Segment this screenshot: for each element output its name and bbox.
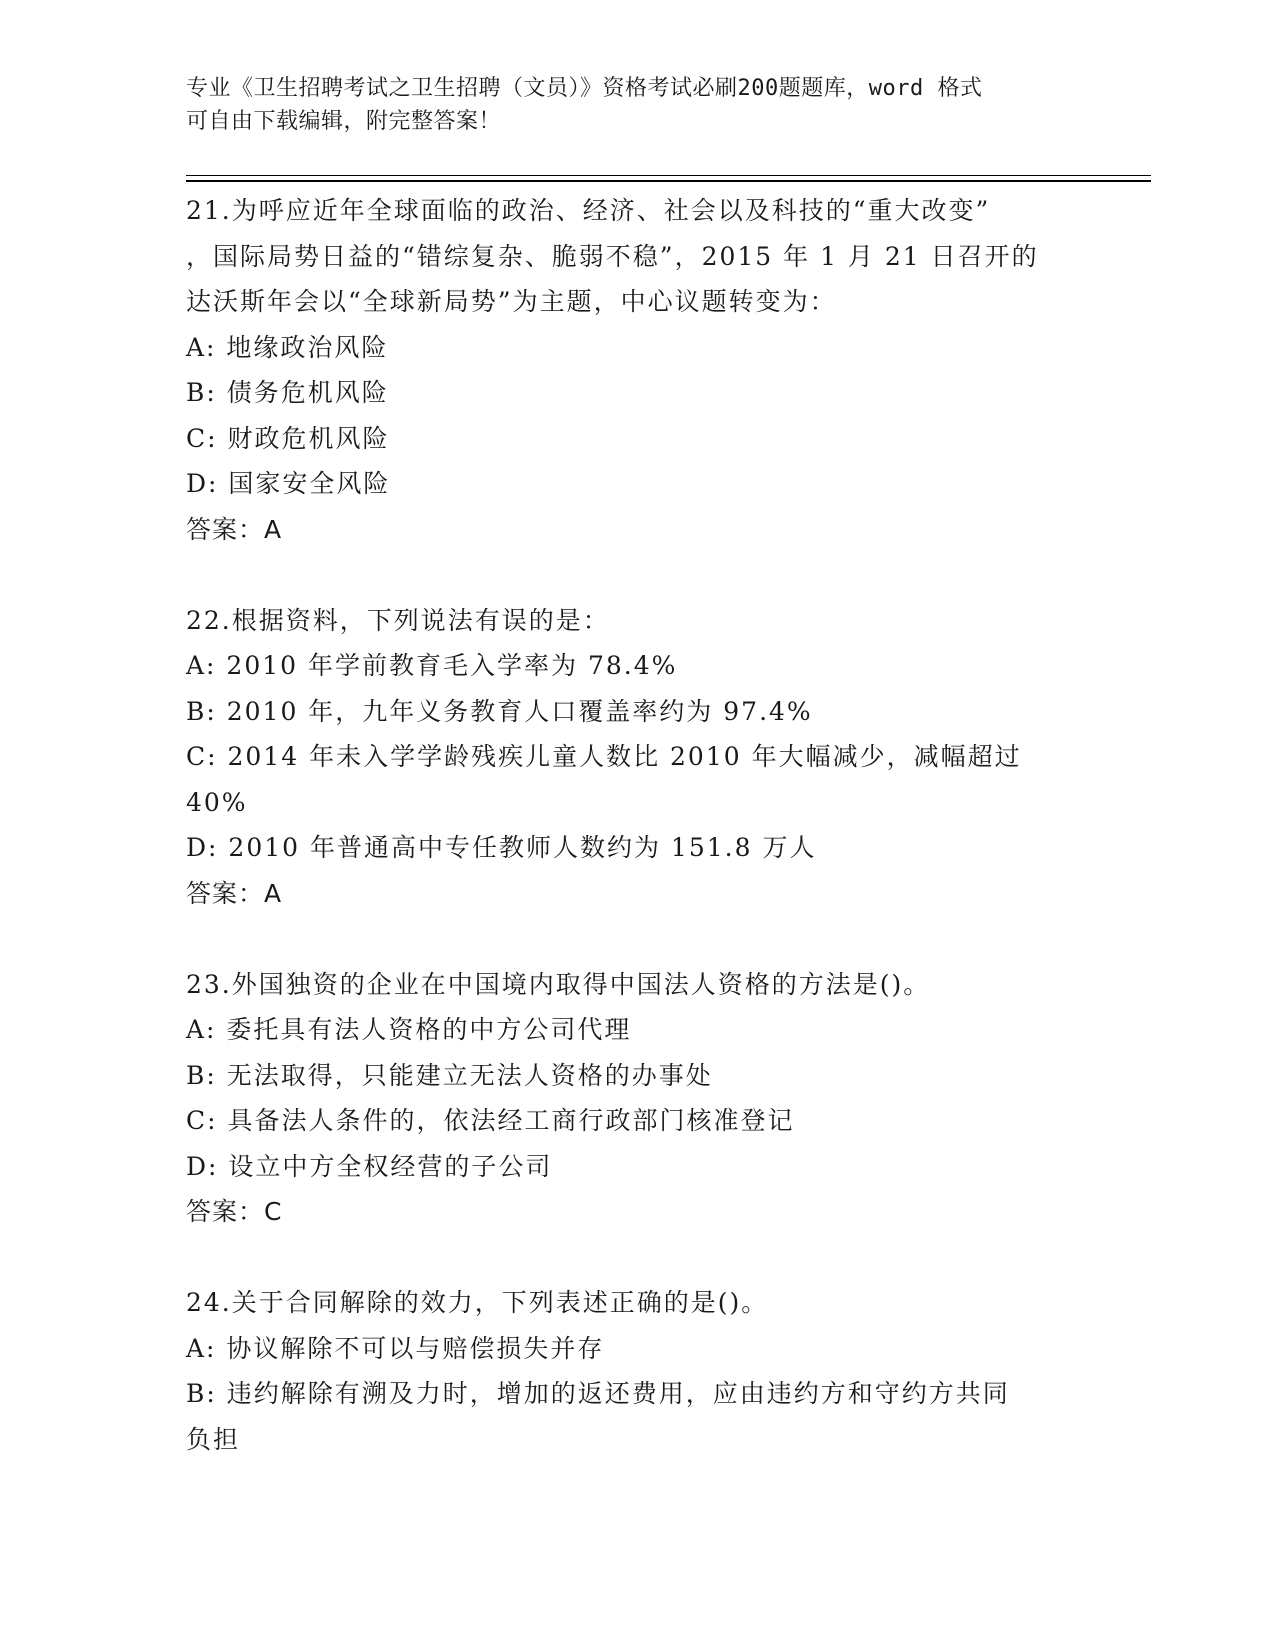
answer-option-line: D: 国家安全风险	[186, 469, 391, 498]
question-block	[186, 1280, 1086, 1462]
answer-option-line: A: 2010 年学前教育毛入学率为 78.4%	[186, 651, 678, 680]
answer-option-line: 40%	[186, 787, 248, 817]
answer-option	[186, 734, 1086, 825]
question-stem-line: 达沃斯年会以“全球新局势”为主题，中心议题转变为：	[186, 287, 837, 316]
answer-option	[186, 325, 1086, 371]
header-divider-thick	[186, 180, 1151, 182]
answer-option-line: A: 地缘政治风险	[186, 332, 389, 362]
answer-option-line: C: 财政危机风险	[186, 423, 390, 453]
question-block	[186, 188, 1086, 552]
answer-option-line: B: 2010 年，九年义务教育人口覆盖率约为 97.4%	[186, 696, 813, 726]
answer-option-line: 负担	[186, 1424, 241, 1454]
answer-option	[186, 689, 1086, 735]
answer-option	[186, 1371, 1086, 1462]
question-stem-line: 21.为呼应近年全球面临的政治、经济、社会以及科技的“重大改变”	[186, 196, 991, 225]
question-stem-line: 22.根据资料，下列说法有误的是：	[186, 605, 610, 635]
question-stem-line: 23.外国独资的企业在中国境内取得中国法人资格的方法是()。	[186, 969, 931, 999]
answer-option	[186, 416, 1086, 462]
header-divider-thin	[186, 175, 1151, 176]
header-line-2: 可自由下载编辑，附完整答案！	[186, 109, 502, 134]
answer-option	[186, 461, 1086, 507]
answer-option-line: B: 无法取得，只能建立无法人资格的办事处	[186, 1060, 713, 1090]
answer-key: 答案：C	[186, 1197, 283, 1226]
answer-option-line: B: 违约解除有溯及力时，增加的返还费用，应由违约方和守约方共同	[186, 1379, 1010, 1408]
answer-option-line: D: 2010 年普通高中专任教师人数约为 151.8 万人	[186, 833, 817, 862]
answer-option	[186, 370, 1086, 416]
answer-option-line: B: 债务危机风险	[186, 378, 389, 407]
answer-option-line: C: 具备法人条件的，依法经工商行政部门核准登记	[186, 1106, 795, 1135]
answer-option	[186, 825, 1086, 871]
question-list	[186, 188, 1086, 1462]
answer-key: 答案：A	[186, 878, 283, 908]
answer-option-line: A: 协议解除不可以与赔偿损失并存	[186, 1333, 605, 1363]
answer-option	[186, 1053, 1086, 1099]
answer-option	[186, 643, 1086, 689]
question-block	[186, 962, 1086, 1235]
answer-option-line: A: 委托具有法人资格的中方公司代理	[186, 1015, 632, 1044]
header-line-1: 专业《卫生招聘考试之卫生招聘（文员）》资格考试必刷200题题库，word 格式	[186, 76, 983, 101]
answer-option-line: D: 设立中方全权经营的子公司	[186, 1151, 553, 1181]
question-stem-line: 24.关于合同解除的效力，下列表述正确的是()。	[186, 1288, 769, 1317]
answer-option	[186, 1007, 1086, 1053]
answer-option	[186, 1144, 1086, 1190]
document-header	[186, 72, 1066, 138]
answer-option	[186, 1098, 1086, 1144]
answer-key: 答案：A	[186, 514, 283, 544]
question-stem-line: ，国际局势日益的“错综复杂、脆弱不稳”，2015 年 1 月 21 日召开的	[186, 241, 1039, 271]
answer-option	[186, 1326, 1086, 1372]
answer-option-line: C: 2014 年未入学学龄残疾儿童人数比 2010 年大幅减少，减幅超过	[186, 742, 1022, 771]
question-block	[186, 598, 1086, 917]
